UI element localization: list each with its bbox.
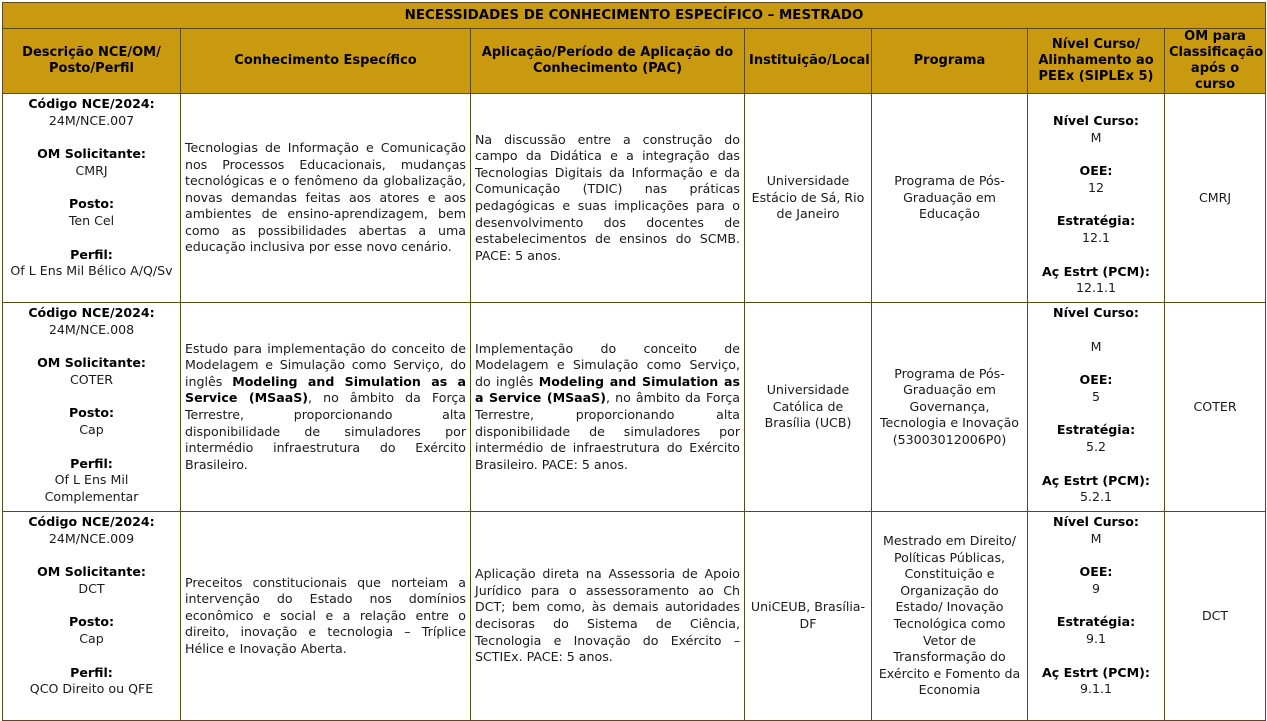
label-posto: Posto: (68, 196, 115, 212)
cell-om: CMRJ (1165, 94, 1266, 303)
label-oee: OEE: (1079, 372, 1113, 388)
nce-table (2, 2, 1266, 721)
om-solicitante-value: CMRJ (75, 162, 108, 178)
label-nivel-curso: Nível Curso: (1053, 514, 1139, 529)
label-oee: OEE: (1079, 163, 1113, 179)
conhecimento-text-b: , no âmbito da Força Terrestre, proporcionando alta disponibilidade de simuladores por intermédio infraestrutura do Exército Brasileiro. (185, 390, 467, 472)
table-title: NECESSIDADES DE CONHECIMENTO ESPECÍFICO – MESTRADO (3, 3, 1266, 29)
posto-value: Cap (79, 630, 104, 646)
aplicacao-text-a: Implementação do conceito de Modelagem e Simulação como Serviço, do inglês (475, 340, 740, 389)
label-perfil: Perfil: (70, 455, 113, 471)
aplicacao-text-bold: Modeling and Simulation as a Service (MSaaS) (475, 373, 740, 406)
header-om: OM para Classificação após o curso (1165, 29, 1266, 94)
header-conhecimento: Conhecimento Específico (181, 29, 471, 94)
estrategia-value: 12.1 (1081, 229, 1111, 245)
label-ac-estrt: Aç Estrt (PCM): (1042, 263, 1150, 279)
cell-programa: Programa de Pós-Graduação em Educação (872, 94, 1028, 303)
label-codigo: Código NCE/2024: (28, 96, 155, 111)
nivel-curso-value: M (1090, 338, 1102, 354)
perfil-value: QCO Direito ou QFE (29, 681, 154, 697)
label-nivel-curso: Nível Curso: (1053, 113, 1139, 128)
label-om-solicitante: OM Solicitante: (37, 564, 146, 580)
conhecimento-text-a: Estudo para implementação do conceito de Modelagem e Simulação como Serviço, do inglês (185, 340, 466, 389)
aplicacao-text-b: , no âmbito da Força Terrestre, proporcionando alta disponibilidade de simuladores por intermédio de infraestrutura do Exército Brasileiro. PACE: 5 anos. (475, 390, 740, 472)
posto-value: Cap (79, 421, 104, 437)
table-row (3, 94, 1266, 303)
label-perfil: Perfil: (70, 246, 113, 262)
cell-programa: Mestrado em Direito/ Políticas Públicas, Constituição e Organização do Estado/ Inovação Tecnológica como Vetor de Transformação do Exército e Fomento da Economia (872, 512, 1028, 721)
posto-value: Ten Cel (68, 212, 115, 228)
label-estrategia: Estratégia: (1056, 422, 1136, 438)
cell-aplicacao: Na discussão entre a construção do campo da Didática e a integração das Tecnologias Digitais da Informação e da Comunicação (TDIC) nas práticas pedagógicas e suas implicações para o desenvolvimento dos docentes de estabelecimentos de ensinos do SCMB. PACE: 5 anos. (471, 94, 745, 303)
label-ac-estrt: Aç Estrt (PCM): (1042, 664, 1150, 680)
label-perfil: Perfil: (70, 664, 113, 680)
label-estrategia: Estratégia: (1056, 614, 1136, 630)
cell-instituicao: Universidade Católica de Brasília (UCB) (745, 303, 872, 512)
ac-estrt-value: 12.1.1 (1075, 280, 1117, 296)
header-programa: Programa (872, 29, 1028, 94)
cell-descricao (3, 512, 181, 721)
cell-aplicacao: Aplicação direta na Assessoria de Apoio Jurídico para o assessoramento ao Ch DCT; bem como, às demais autoridades decisoras do Sistema de Ciência, Tecnologia e Inovação do Exército – SCTIEx. PACE: 5 anos. (471, 512, 745, 721)
cell-instituicao: UniCEUB, Brasília-DF (745, 512, 872, 721)
label-ac-estrt: Aç Estrt (PCM): (1042, 472, 1150, 488)
cell-nivel (1028, 303, 1165, 512)
label-om-solicitante: OM Solicitante: (37, 146, 146, 162)
estrategia-value: 9.1 (1085, 630, 1107, 646)
cell-nivel (1028, 94, 1165, 303)
codigo-value: 24M/NCE.008 (48, 321, 135, 337)
conhecimento-text-bold: Modeling and Simulation as a Service (MSaaS) (185, 373, 466, 406)
ac-estrt-value: 5.2.1 (1079, 489, 1113, 505)
label-posto: Posto: (68, 405, 115, 421)
label-om-solicitante: OM Solicitante: (37, 355, 146, 371)
header-aplicacao: Aplicação/Período de Aplicação do Conhecimento (PAC) (471, 29, 745, 94)
cell-instituicao: Universidade Estácio de Sá, Rio de Janeiro (745, 94, 872, 303)
label-posto: Posto: (68, 614, 115, 630)
label-codigo: Código NCE/2024: (28, 305, 155, 320)
estrategia-value: 5.2 (1085, 438, 1107, 454)
perfil-value: Of L Ens Mil Bélico A/Q/Sv (10, 263, 173, 279)
label-nivel-curso: Nível Curso: (1053, 305, 1139, 320)
codigo-value: 24M/NCE.009 (48, 530, 135, 546)
codigo-value: 24M/NCE.007 (48, 112, 135, 128)
cell-descricao (3, 94, 181, 303)
table-row (3, 303, 1266, 512)
oee-value: 5 (1091, 388, 1100, 404)
ac-estrt-value: 9.1.1 (1079, 681, 1113, 697)
header-descricao: Descrição NCE/OM/ Posto/Perfil (3, 29, 181, 94)
om-solicitante-value: COTER (69, 371, 114, 387)
nivel-curso-value: M (1090, 129, 1102, 145)
cell-conhecimento: Tecnologias de Informação e Comunicação nos Processos Educacionais, mudanças tecnológicas e o fenômeno da globalização, novas demandas feitas aos atores e aos ambientes de ensino-aprendizagem, bem como as possibilidades abertas a uma educação inclusiva por esse novo cenário. (181, 94, 471, 303)
oee-value: 9 (1091, 580, 1100, 596)
header-instituicao: Instituição/Local (745, 29, 872, 94)
table-row (3, 512, 1266, 721)
cell-aplicacao (471, 303, 745, 512)
cell-programa: Programa de Pós-Graduação em Governança, Tecnologia e Inovação (53003012006P0) (872, 303, 1028, 512)
cell-om: COTER (1165, 303, 1266, 512)
cell-conhecimento: Preceitos constitucionais que norteiam a intervenção do Estado nos domínios econômico e social e a relação entre o direito, inovação e tecnologia – Tríplice Hélice e Inovação Aberta. (181, 512, 471, 721)
label-oee: OEE: (1079, 564, 1113, 580)
cell-om: DCT (1165, 512, 1266, 721)
header-nivel: Nível Curso/ Alinhamento ao PEEx (SIPLEx 5) (1028, 29, 1165, 94)
cell-nivel (1028, 512, 1165, 721)
label-codigo: Código NCE/2024: (28, 514, 155, 529)
cell-descricao (3, 303, 181, 512)
perfil-value: Of L Ens Mil Complementar (44, 472, 139, 504)
nivel-curso-value: M (1090, 530, 1102, 546)
cell-conhecimento (181, 303, 471, 512)
label-estrategia: Estratégia: (1056, 213, 1136, 229)
oee-value: 12 (1087, 179, 1105, 195)
om-solicitante-value: DCT (78, 580, 105, 596)
